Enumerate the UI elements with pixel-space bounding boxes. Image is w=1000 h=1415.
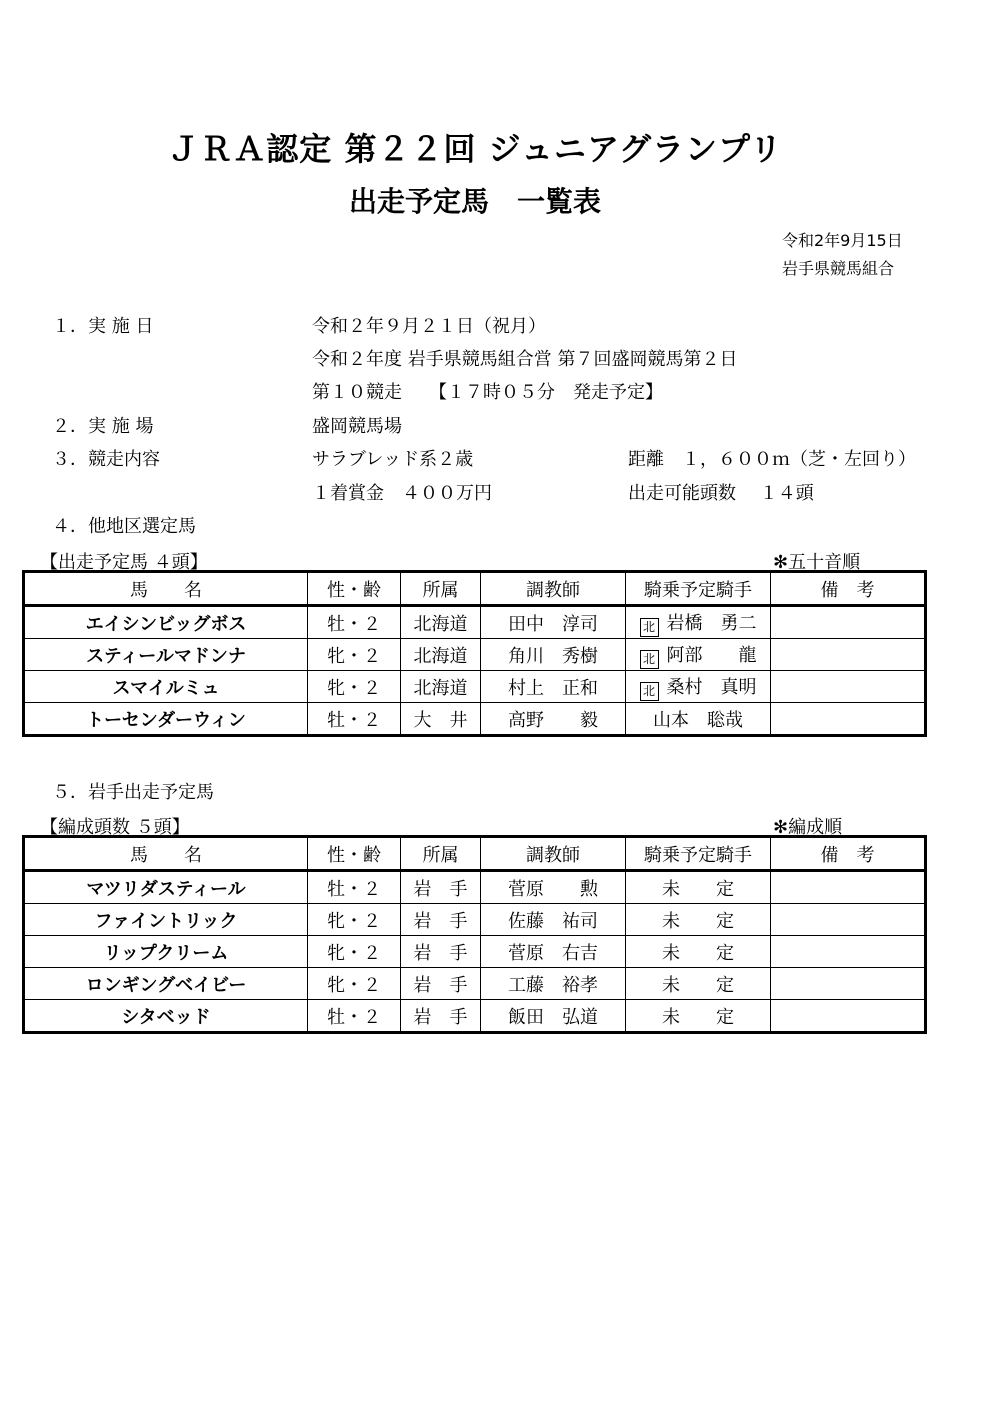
notes (771, 968, 926, 1000)
section5-group-label: 【編成頭数 ５頭】 (40, 817, 190, 838)
table-row (24, 871, 926, 904)
notes (771, 703, 926, 736)
date-label: １．実 施 日 (52, 316, 154, 337)
column-header-notes: 備 考 (771, 837, 926, 871)
jockey: 未 定 (626, 904, 771, 936)
content-label: ３．競走内容 (52, 449, 160, 470)
table-row (24, 968, 926, 1000)
jockey: 未 定 (626, 968, 771, 1000)
table-row (24, 703, 926, 736)
iwate-table (22, 835, 927, 1034)
table-header-row (24, 572, 926, 606)
jockey: 桑村 真明 (666, 676, 757, 698)
affiliation: 岩 手 (401, 871, 481, 904)
sex-age: 牝・２ (308, 671, 401, 703)
prize: １着賞金 ４００万円 (312, 483, 492, 504)
section5-order-note: ✻編成順 (773, 817, 843, 838)
notes (771, 606, 926, 639)
column-header-trainer: 調教師 (481, 837, 626, 871)
column-header-trainer: 調教師 (481, 572, 626, 606)
horse-name: トーセンダーウィン (24, 703, 308, 736)
trainer: 佐藤 祐司 (481, 904, 626, 936)
document-title: ＪＲＡ認定 第２２回 ジュニアグランプリ (167, 130, 783, 168)
jockey: 阿部 龍 (666, 644, 757, 666)
column-header-notes: 備 考 (771, 572, 926, 606)
notes (771, 1000, 926, 1033)
issuer: 岩手県競馬組合 (782, 259, 895, 278)
venue-label: ２．実 施 場 (52, 416, 154, 437)
notes (771, 936, 926, 968)
document-subtitle: 出走予定馬 一覧表 (348, 185, 601, 218)
trainer: 村上 正和 (481, 671, 626, 703)
trainer: 田中 淳司 (481, 606, 626, 639)
trainer: 高野 毅 (481, 703, 626, 736)
hokkaido-mark-icon: 北 (640, 650, 659, 669)
section4-order-note: ✻五十音順 (773, 552, 861, 573)
column-header-name: 馬 名 (24, 572, 308, 606)
affiliation: 岩 手 (401, 968, 481, 1000)
sex-age: 牡・２ (308, 871, 401, 904)
hokkaido-mark-icon: 北 (640, 682, 659, 701)
section4-heading: ４．他地区選定馬 (52, 516, 196, 537)
table-row (24, 1000, 926, 1033)
trainer: 菅原 勲 (481, 871, 626, 904)
table-row (24, 606, 926, 639)
max-runners: 出走可能頭数 １４頭 (628, 483, 814, 504)
meeting-info: 令和２年度 岩手県競馬組合営 第７回盛岡競馬第２日 (312, 349, 738, 370)
table-row (24, 904, 926, 936)
issue-date: 令和2年9月15日 (782, 231, 903, 250)
hokkaido-mark-icon: 北 (640, 618, 659, 637)
column-header-affiliation: 所属 (401, 837, 481, 871)
sex-age: 牝・２ (308, 904, 401, 936)
jockey-cell (626, 639, 771, 671)
notes (771, 671, 926, 703)
sex-age: 牡・２ (308, 606, 401, 639)
affiliation: 岩 手 (401, 1000, 481, 1033)
sex-age: 牡・２ (308, 703, 401, 736)
affiliation: 岩 手 (401, 904, 481, 936)
other-region-table (22, 570, 927, 737)
affiliation: 北海道 (401, 606, 481, 639)
horse-name: マツリダスティール (24, 871, 308, 904)
horse-name: ファイントリック (24, 904, 308, 936)
notes (771, 904, 926, 936)
horse-name: エイシンビッグボス (24, 606, 308, 639)
sex-age: 牝・２ (308, 936, 401, 968)
column-header-affiliation: 所属 (401, 572, 481, 606)
table-header-row (24, 837, 926, 871)
section5-heading: ５．岩手出走予定馬 (52, 782, 214, 803)
jockey-cell (626, 671, 771, 703)
table-row (24, 639, 926, 671)
affiliation: 岩 手 (401, 936, 481, 968)
race-date: 令和２年９月２１日（祝月） (312, 316, 546, 337)
column-header-sex-age: 性・齢 (308, 837, 401, 871)
column-header-name: 馬 名 (24, 837, 308, 871)
jockey: 未 定 (626, 1000, 771, 1033)
sex-age: 牝・２ (308, 968, 401, 1000)
venue: 盛岡競馬場 (312, 416, 402, 437)
column-header-sex-age: 性・齢 (308, 572, 401, 606)
trainer: 菅原 右吉 (481, 936, 626, 968)
notes (771, 871, 926, 904)
section4-group-label: 【出走予定馬 ４頭】 (40, 552, 208, 573)
affiliation: 大 井 (401, 703, 481, 736)
horse-name: シタベッド (24, 1000, 308, 1033)
distance: 距離 １，６００ｍ（芝・左回り） (628, 449, 916, 470)
horse-name: スティールマドンナ (24, 639, 308, 671)
trainer: 角川 秀樹 (481, 639, 626, 671)
jockey: 未 定 (626, 871, 771, 904)
trainer: 飯田 弘道 (481, 1000, 626, 1033)
affiliation: 北海道 (401, 639, 481, 671)
jockey: 山本 聡哉 (626, 703, 771, 736)
jockey-cell (626, 606, 771, 639)
sex-age: 牝・２ (308, 639, 401, 671)
sex-age: 牡・２ (308, 1000, 401, 1033)
column-header-jockey: 騎乗予定騎手 (626, 572, 771, 606)
notes (771, 639, 926, 671)
trainer: 工藤 裕孝 (481, 968, 626, 1000)
jockey: 岩橋 勇二 (666, 612, 757, 634)
horse-name: スマイルミュ (24, 671, 308, 703)
affiliation: 北海道 (401, 671, 481, 703)
column-header-jockey: 騎乗予定騎手 (626, 837, 771, 871)
table-row (24, 671, 926, 703)
race-number-time: 第１０競走 【１７時０５分 発走予定】 (312, 382, 663, 403)
table-row (24, 936, 926, 968)
jockey: 未 定 (626, 936, 771, 968)
race-class: サラブレッド系２歳 (312, 449, 474, 470)
horse-name: ロンギングベイビー (24, 968, 308, 1000)
horse-name: リップクリーム (24, 936, 308, 968)
